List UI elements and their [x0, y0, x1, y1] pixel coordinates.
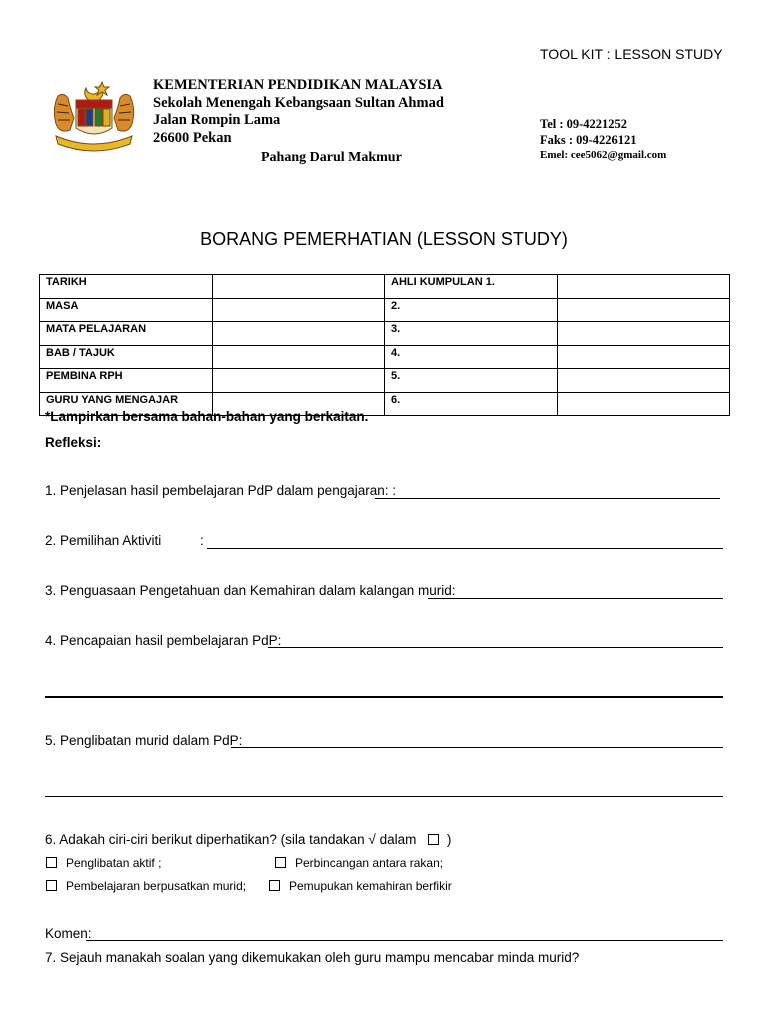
question-1-answer-line[interactable]	[375, 498, 720, 499]
table-row	[40, 275, 730, 299]
member-value-field[interactable]	[557, 298, 730, 322]
row-value-field[interactable]	[212, 345, 385, 369]
row-label: MASA	[40, 298, 213, 322]
checkbox-icon[interactable]	[46, 857, 57, 868]
question-5-label: 5. Penglibatan murid dalam PdP:	[45, 733, 243, 748]
checkbox-icon[interactable]	[269, 880, 280, 891]
option-pembelajaran-berpusatkan-murid[interactable]	[46, 879, 246, 893]
member-value-field[interactable]	[557, 322, 730, 346]
malaysia-crest-logo	[48, 78, 140, 154]
question-5-answer-line[interactable]	[231, 747, 723, 748]
reflection-heading: Refleksi:	[45, 435, 102, 450]
ministry-name: KEMENTERIAN PENDIDIKAN MALAYSIA	[153, 77, 443, 93]
option-perbincangan-rakan[interactable]	[275, 856, 443, 870]
option-label: Pemupukan kemahiran berfikir	[289, 879, 452, 893]
row-label: GURU YANG MENGAJAR	[40, 392, 213, 416]
question-2-label: 2. Pemilihan Aktiviti	[45, 533, 162, 548]
question-2-colon: :	[200, 533, 204, 548]
organization-address-block	[153, 77, 444, 147]
question-3-label: 3. Penguasaan Pengetahuan dan Kemahiran dalam kalangan murid:	[45, 583, 456, 598]
lesson-info-table	[39, 274, 730, 416]
member-label: 4.	[385, 345, 558, 369]
question-7-label: 7. Sejauh manakah soalan yang dikemukakan oleh guru mampu mencabar minda murid?	[45, 950, 580, 965]
option-kemahiran-berfikir[interactable]	[269, 879, 452, 893]
checkbox-icon	[428, 834, 439, 845]
toolkit-label: TOOL KIT : LESSON STUDY	[540, 46, 723, 62]
contact-block	[540, 117, 666, 164]
row-label: TARIKH	[40, 275, 213, 299]
attachment-note: *Lampirkan bersama bahan-bahan yang berkaitan.	[45, 409, 369, 424]
row-label: PEMBINA RPH	[40, 369, 213, 393]
member-label: 5.	[385, 369, 558, 393]
question-6-suffix: )	[446, 832, 452, 847]
row-value-field[interactable]	[212, 275, 385, 299]
checkbox-icon[interactable]	[46, 880, 57, 891]
comment-answer-line[interactable]	[86, 940, 723, 941]
member-label: 3.	[385, 322, 558, 346]
form-title: BORANG PEMERHATIAN (LESSON STUDY)	[200, 229, 568, 249]
option-label: Pembelajaran berpusatkan murid;	[66, 879, 247, 893]
member-label: AHLI KUMPULAN 1.	[385, 275, 558, 299]
table-row	[40, 369, 730, 393]
row-label: MATA PELAJARAN	[40, 322, 213, 346]
comment-label: Komen:	[45, 926, 92, 941]
row-label: BAB / TAJUK	[40, 345, 213, 369]
question-2-answer-line[interactable]	[207, 548, 723, 549]
state-name: Pahang Darul Makmur	[261, 150, 402, 165]
option-label: Perbincangan antara rakan;	[295, 856, 444, 870]
table-row	[40, 298, 730, 322]
question-6-label	[45, 832, 451, 847]
fax: Faks : 09-4226121	[540, 132, 637, 147]
street-address: Jalan Rompin Lama	[153, 112, 281, 128]
table-row	[40, 322, 730, 346]
member-value-field[interactable]	[557, 369, 730, 393]
question-4-label: 4. Pencapaian hasil pembelajaran PdP:	[45, 633, 282, 648]
member-value-field[interactable]	[557, 392, 730, 416]
question-4-extra-line[interactable]	[45, 696, 723, 698]
question-4-answer-line[interactable]	[268, 647, 723, 648]
table-row	[40, 345, 730, 369]
question-3-answer-line[interactable]	[428, 598, 723, 599]
row-value-field[interactable]	[212, 298, 385, 322]
option-label: Penglibatan aktif ;	[66, 856, 162, 870]
question-5-extra-line[interactable]	[45, 796, 723, 797]
postcode-city: 26600 Pekan	[153, 129, 232, 146]
checkbox-icon[interactable]	[275, 857, 286, 868]
member-value-field[interactable]	[557, 345, 730, 369]
member-label: 6.	[385, 392, 558, 416]
row-value-field[interactable]	[212, 322, 385, 346]
school-name: Sekolah Menengah Kebangsaan Sultan Ahmad	[153, 94, 444, 111]
member-label: 2.	[385, 298, 558, 322]
question-1-label: 1. Penjelasan hasil pembelajaran PdP dalam pengajaran: :	[45, 483, 396, 498]
question-6-text: 6. Adakah ciri-ciri berikut diperhatikan? (sila tandakan √ dalam	[45, 832, 417, 847]
telephone: Tel : 09-4221252	[540, 117, 628, 131]
row-value-field[interactable]	[212, 369, 385, 393]
option-penglibatan-aktif[interactable]	[46, 856, 161, 870]
email: Emel: cee5062@gmail.com	[540, 149, 667, 161]
member-value-field[interactable]	[557, 275, 730, 299]
